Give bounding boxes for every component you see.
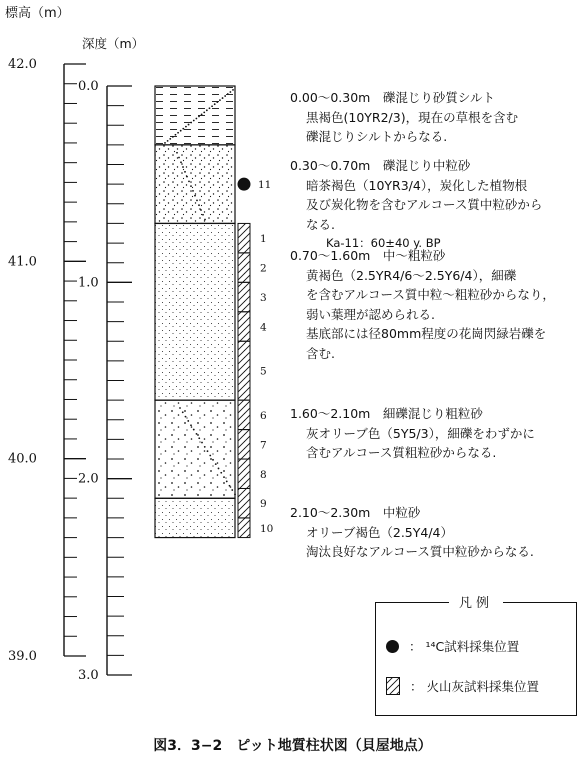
gravel-streak bbox=[229, 485, 231, 487]
gravel-streak bbox=[204, 446, 206, 448]
hatched-box-icon bbox=[386, 677, 400, 695]
layer-description-5 bbox=[290, 503, 534, 562]
gravel-streak bbox=[223, 476, 225, 478]
ash-sample-label: 2 bbox=[260, 262, 267, 275]
legend-box bbox=[375, 596, 577, 716]
gravel-streak bbox=[190, 424, 192, 426]
elevation-axis bbox=[8, 57, 86, 664]
gravel-streak bbox=[194, 195, 196, 197]
silt-gravel-streak bbox=[209, 107, 211, 109]
layer-description-heading: 0.30〜0.70m 礫混じり中粒砂 bbox=[290, 158, 471, 173]
gravel-streak bbox=[212, 459, 214, 461]
legend-ash-row bbox=[386, 677, 539, 695]
silt-gravel-streak bbox=[167, 140, 169, 142]
silt-gravel-streak bbox=[214, 103, 216, 105]
depth-tick-label: 3.0 bbox=[78, 668, 99, 683]
silt-gravel-streak bbox=[188, 124, 190, 126]
silt-gravel-streak bbox=[227, 93, 229, 95]
gravel-streak bbox=[182, 411, 184, 413]
layer-description-3 bbox=[290, 246, 555, 363]
ash-sample-label: 6 bbox=[260, 409, 267, 422]
ash-sample-2 bbox=[238, 253, 250, 282]
ash-sample-label: 5 bbox=[260, 365, 267, 378]
legend-title: 凡例 bbox=[449, 596, 503, 611]
ash-sample-1 bbox=[238, 223, 250, 252]
layer-description-2 bbox=[290, 156, 542, 254]
gravel-streak bbox=[201, 442, 203, 444]
radiocarbon-date-note: Ka-11：60±40 y. BP bbox=[326, 236, 441, 250]
silt-gravel-streak bbox=[190, 122, 192, 124]
layer-description-body: 暗茶褐色（10YR3/4），炭化した植物根 及び炭化物を含むアルコース質中粒砂から なる. bbox=[306, 177, 543, 232]
silt-gravel-streak bbox=[172, 136, 174, 138]
gravel-streak bbox=[185, 416, 187, 418]
silt-gravel-streak bbox=[198, 116, 200, 118]
layer-5 bbox=[155, 498, 235, 537]
gravel-streak bbox=[207, 450, 209, 452]
gravel-streak bbox=[186, 176, 188, 178]
filled-circle-icon bbox=[386, 640, 399, 653]
layer-description-body: オリーブ褐色（2.5Y4/4） 淘汰良好なアルコース質中粒砂からなる. bbox=[306, 524, 534, 559]
ash-sample-label: 4 bbox=[260, 321, 267, 334]
gravel-streak bbox=[180, 161, 182, 163]
silt-gravel-streak bbox=[177, 132, 179, 134]
layer-2 bbox=[155, 145, 235, 224]
elevation-tick-label: 41.0 bbox=[8, 254, 37, 270]
layer-description-4 bbox=[290, 404, 535, 463]
depth-axis bbox=[78, 79, 132, 683]
depth-tick-label: 1.0 bbox=[78, 275, 99, 291]
gravel-streak bbox=[176, 152, 178, 154]
ash-sample-label: 1 bbox=[260, 233, 267, 246]
layer-1 bbox=[155, 86, 235, 145]
silt-gravel-streak bbox=[201, 113, 203, 115]
silt-gravel-streak bbox=[224, 95, 226, 97]
gravel-streak bbox=[198, 204, 200, 206]
elevation-tick-label: 42.0 bbox=[8, 57, 37, 72]
gravel-streak bbox=[220, 472, 222, 474]
silt-gravel-streak bbox=[169, 138, 171, 140]
gravel-streak bbox=[184, 171, 186, 173]
ash-sample-label: 7 bbox=[260, 439, 267, 452]
ash-sample-8 bbox=[238, 459, 250, 488]
elevation-axis-title: 標高（m） bbox=[5, 6, 70, 21]
silt-gravel-streak bbox=[211, 105, 213, 107]
ash-sample-label: 9 bbox=[260, 498, 267, 511]
gravel-streak bbox=[192, 190, 194, 192]
legend-c14-row bbox=[386, 637, 519, 655]
legend-colon: ： bbox=[409, 639, 422, 654]
layer-4 bbox=[155, 400, 235, 498]
silt-gravel-streak bbox=[222, 97, 224, 99]
legend-colon: ： bbox=[410, 679, 423, 694]
gravel-streak bbox=[196, 200, 198, 202]
gravel-streak bbox=[198, 437, 200, 439]
ash-sample-3 bbox=[238, 282, 250, 311]
gravel-streak bbox=[202, 214, 204, 216]
layer-3 bbox=[155, 223, 235, 400]
ash-sample-9 bbox=[238, 488, 250, 517]
gravel-streak bbox=[234, 493, 236, 495]
depth-axis-title: 深度（m） bbox=[82, 36, 145, 51]
layer-description-heading: 1.60〜2.10m 細礫混じり粗粒砂 bbox=[290, 406, 483, 421]
gravel-streak bbox=[196, 433, 198, 435]
gravel-streak bbox=[179, 407, 181, 409]
gravel-streak bbox=[215, 463, 217, 465]
figure-caption: 図3．3−2 ピット地質柱状図（貝屋地点） bbox=[153, 738, 432, 754]
layer-description-body: 黄褐色（2.5YR4/6〜2.5Y6/4），細礫 を含むアルコース質中粒〜粗粒砂からなり， 弱い葉理が認められる. 基底部には径80mm程度の花崗閃緑岩礫を 含む. bbox=[306, 267, 555, 361]
gravel-streak bbox=[187, 420, 189, 422]
layer-description-1 bbox=[290, 88, 518, 147]
layer-description-body: 黒褐色(10YR2/3)，現在の草根を含む 礫混じりシルトからなる. bbox=[306, 109, 519, 144]
gravel-streak bbox=[218, 468, 220, 470]
silt-gravel-streak bbox=[229, 91, 231, 93]
gravel-streak bbox=[209, 455, 211, 457]
silt-gravel-streak bbox=[185, 126, 187, 128]
ash-sample-label: 10 bbox=[260, 522, 274, 535]
depth-tick-label: 0.0 bbox=[78, 79, 99, 94]
silt-gravel-streak bbox=[164, 142, 166, 144]
ash-sample-label: 3 bbox=[260, 292, 267, 305]
gravel-streak bbox=[200, 209, 202, 211]
c14-sample-marker bbox=[238, 178, 272, 192]
elevation-tick-label: 40.0 bbox=[8, 451, 37, 467]
layer-description-heading: 0.00〜0.30m 礫混じり砂質シルト bbox=[290, 90, 496, 105]
ash-sample-7 bbox=[238, 430, 250, 459]
legend-ash-label: 火山灰試料採集位置 bbox=[426, 679, 540, 694]
gravel-streak bbox=[182, 166, 184, 168]
silt-gravel-streak bbox=[203, 111, 205, 113]
gravel-streak bbox=[204, 219, 206, 221]
gravel-streak bbox=[178, 157, 180, 159]
depth-tick-label: 2.0 bbox=[78, 471, 99, 487]
gravel-streak bbox=[188, 180, 190, 182]
ash-sample-5 bbox=[238, 341, 250, 400]
c14-dot bbox=[238, 178, 251, 191]
silt-gravel-streak bbox=[216, 101, 218, 103]
silt-gravel-streak bbox=[193, 120, 195, 122]
silt-gravel-streak bbox=[206, 109, 208, 111]
c14-sample-label: 11 bbox=[258, 179, 272, 192]
gravel-streak bbox=[190, 185, 192, 187]
silt-gravel-streak bbox=[182, 128, 184, 130]
soil-column bbox=[155, 86, 236, 538]
gravel-streak bbox=[231, 489, 233, 491]
ash-sample-column bbox=[238, 223, 273, 537]
silt-gravel-streak bbox=[219, 99, 221, 101]
silt-gravel-streak bbox=[175, 134, 177, 136]
silt-gravel-streak bbox=[232, 89, 234, 91]
ash-sample-6 bbox=[238, 400, 250, 429]
ash-sample-4 bbox=[238, 312, 250, 341]
ash-sample-10 bbox=[238, 518, 250, 538]
legend-c14-label: ¹⁴C試料採集位置 bbox=[425, 639, 520, 654]
silt-gravel-streak bbox=[195, 118, 197, 120]
gravel-streak bbox=[193, 429, 195, 431]
layer-description-body: 灰オリーブ色（5Y5/3），細礫をわずかに 含むアルコース質粗粒砂からなる. bbox=[306, 425, 535, 460]
silt-gravel-streak bbox=[180, 130, 182, 132]
ash-sample-label: 8 bbox=[260, 468, 267, 481]
layer-description-heading: 0.70〜1.60m 中〜粗粒砂 bbox=[290, 248, 446, 263]
gravel-streak bbox=[226, 481, 228, 483]
layer-description-heading: 2.10〜2.30m 中粒砂 bbox=[290, 505, 421, 520]
elevation-tick-label: 39.0 bbox=[8, 649, 37, 664]
